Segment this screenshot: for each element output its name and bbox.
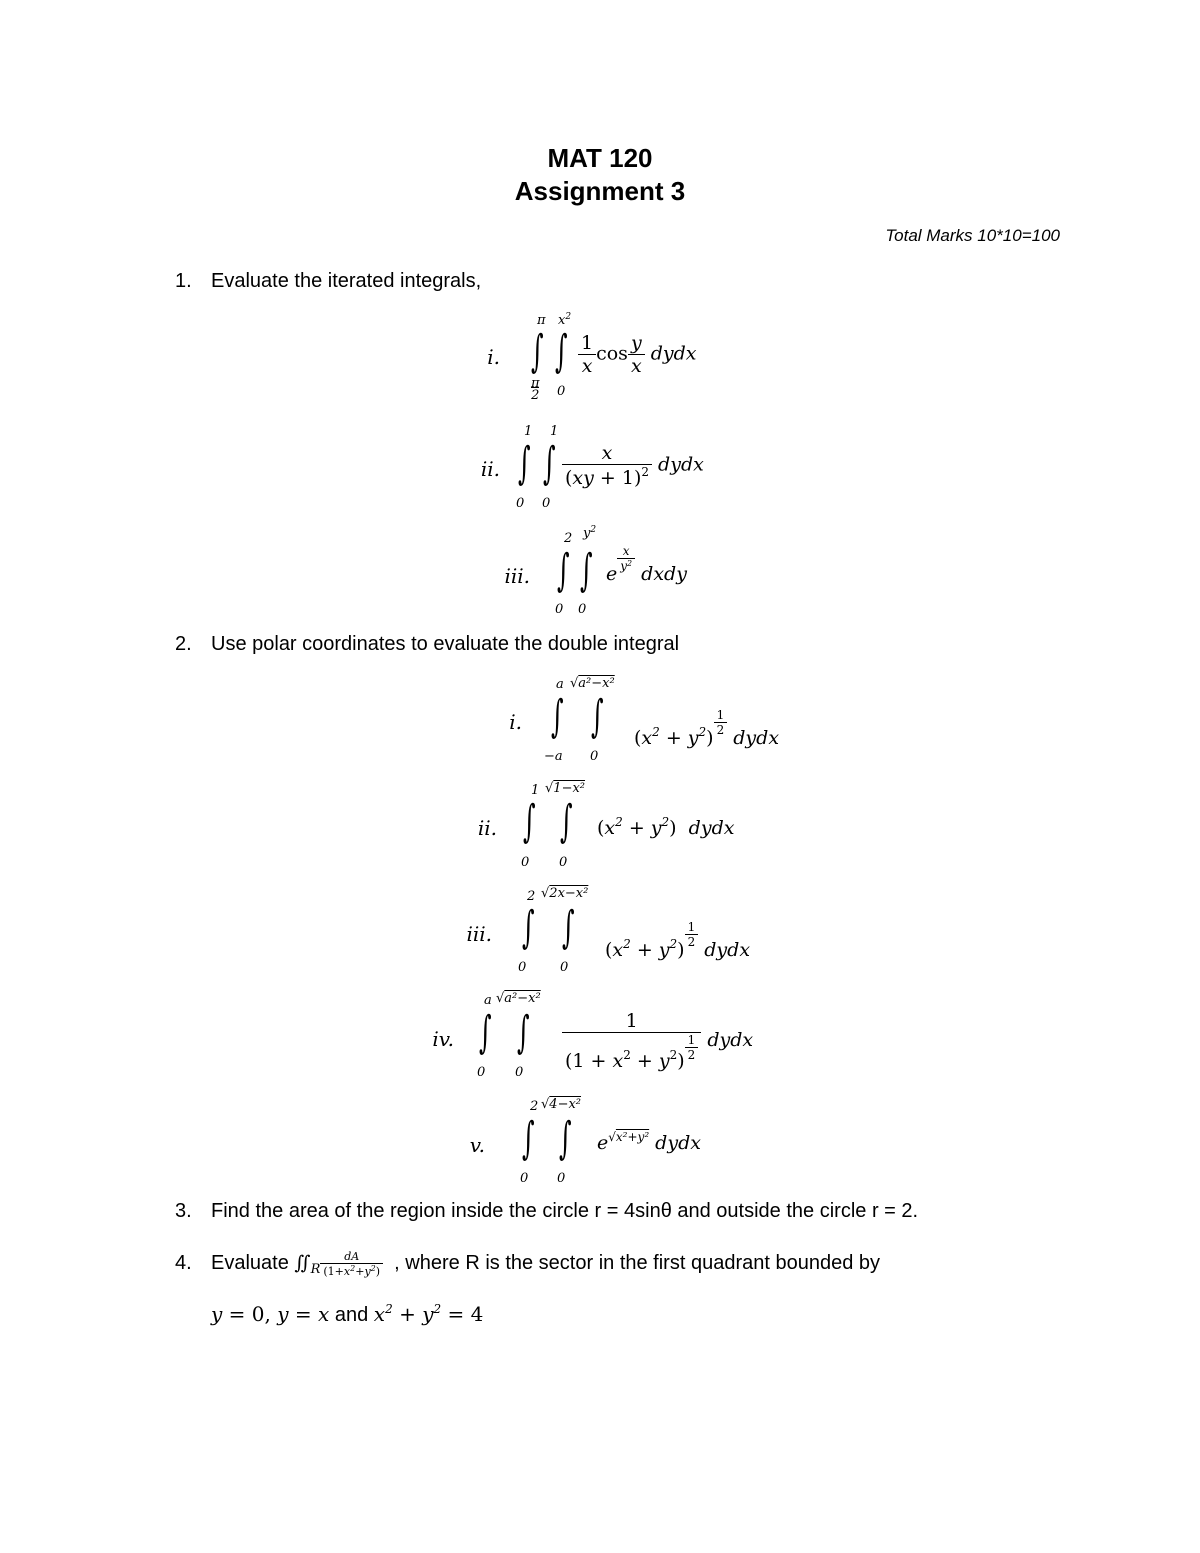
outer-lower-limit: 0: [555, 602, 564, 617]
integral-sign: ∫: [555, 326, 568, 377]
outer-lower-limit: 0: [516, 496, 525, 511]
outer-upper-limit: 2: [564, 531, 573, 546]
outer-lower-limit: 0: [477, 1065, 486, 1080]
bounds-circle: $x^2 + y^2 = 4$: [373, 1302, 484, 1326]
part-label: iii.: [504, 564, 530, 588]
question-number: 2.: [175, 633, 192, 655]
bounds-and: and: [334, 1304, 369, 1326]
question-4-bounds: [211, 1302, 483, 1327]
question-text: Find the area of the region inside the circle r = 4sinθ and outside the circle r = 2.: [211, 1200, 919, 1222]
integral-sign: ∫: [591, 691, 604, 742]
outer-upper-limit: 1: [524, 424, 533, 439]
outer-lower-limit: 0: [520, 1171, 529, 1186]
inner-upper-limit: √1−x²: [545, 781, 586, 796]
integral-sign: ∫: [560, 796, 573, 847]
integral-sign: ∫: [559, 1113, 572, 1164]
question-3: [175, 1200, 918, 1223]
total-marks: Total Marks 10*10=100: [885, 226, 1060, 245]
integrand: $(x^2 + y^2)$ $\frac{1}{2}$ dydx: [634, 708, 780, 749]
bounds-lines: y = 0, y = x: [211, 1302, 330, 1326]
part-label: iv.: [432, 1027, 454, 1051]
question-text: Evaluate the iterated integrals,: [211, 270, 482, 292]
inner-upper-limit: √2x−x²: [541, 886, 589, 901]
integral-sign: ∫: [523, 796, 536, 847]
inner-upper-limit: 1: [550, 424, 559, 439]
integral-sign: ∫: [580, 545, 593, 596]
inner-lower-limit: 0: [578, 602, 587, 617]
outer-upper-limit: 2: [530, 1099, 539, 1114]
outer-lower-limit: 0: [518, 960, 527, 975]
integral-sign: ∫: [522, 1113, 535, 1164]
inner-lower-limit: 0: [560, 960, 569, 975]
integrand: $(x^2 + y^2)$ $\frac{1}{2}$ dydx: [605, 920, 751, 961]
question-text-before: Evaluate: [211, 1252, 289, 1274]
inner-upper-limit: $x^2$: [558, 312, 572, 328]
part-label: v.: [469, 1133, 485, 1157]
question-2: [175, 633, 679, 656]
integrand: 1 $(1 + x^2 + y^2)$ $\frac{1}{2}$ dydx: [562, 1010, 753, 1072]
question-text-after: , where R is the sector in the first quadrant bounded by: [394, 1252, 881, 1274]
region-integral: $∬_R$ $\frac{dA}{(1+x^2+y^2)}$: [294, 1252, 383, 1274]
integral-sign: ∫: [479, 1007, 492, 1058]
inner-upper-limit: √4−x²: [541, 1097, 582, 1112]
outer-lower-limit: −a: [544, 749, 563, 764]
question-4: [175, 1250, 880, 1278]
integral-sign: ∫: [517, 1007, 530, 1058]
inner-upper-limit: √a²−x²: [570, 676, 615, 691]
inner-lower-limit: 0: [590, 749, 599, 764]
integrand: $\frac{x}{(xy + 1)^2}$ dydx: [562, 442, 704, 489]
inner-upper-limit: √a²−x²: [496, 991, 541, 1006]
outer-lower-limit: π 2: [531, 376, 540, 403]
integral-sign: ∫: [531, 326, 544, 377]
outer-upper-limit: a: [556, 677, 564, 692]
integral-sign: ∫: [543, 438, 556, 489]
outer-upper-limit: 1: [531, 783, 540, 798]
integrand: $(x^2 + y^2)$ dydx: [597, 815, 735, 839]
course-title: MAT 120: [547, 143, 653, 173]
part-label: i.: [487, 345, 500, 369]
integral-sign: ∫: [522, 902, 535, 953]
integrand: $e^{√x^2+y^2}$ dydx: [597, 1130, 701, 1154]
inner-lower-limit: 0: [557, 1171, 566, 1186]
outer-lower-limit: 0: [521, 855, 530, 870]
question-1: [175, 270, 481, 293]
outer-upper-limit: 2: [527, 889, 536, 904]
integral-sign: ∫: [518, 438, 531, 489]
question-number: 3.: [175, 1200, 192, 1222]
part-label: iii.: [466, 922, 492, 946]
part-label: ii.: [477, 816, 497, 840]
outer-upper-limit: a: [484, 993, 492, 1008]
outer-upper-limit: π: [537, 313, 546, 328]
inner-lower-limit: 0: [542, 496, 551, 511]
question-number: 4.: [175, 1252, 192, 1274]
part-label: ii.: [480, 457, 500, 481]
part-label: i.: [509, 710, 522, 734]
integral-sign: ∫: [551, 691, 564, 742]
inner-lower-limit: 0: [557, 384, 566, 399]
integrand: $\frac{1}{x}$ cos $\frac{y}{x}$ dydx: [578, 332, 697, 377]
question-number: 1.: [175, 270, 192, 292]
question-text: Use polar coordinates to evaluate the double integral: [211, 633, 680, 655]
integral-sign: ∫: [562, 902, 575, 953]
assignment-title: Assignment 3: [514, 176, 686, 206]
integrand: e $\frac{x}{y^2}$ dxdy: [606, 544, 687, 585]
inner-lower-limit: 0: [559, 855, 568, 870]
inner-lower-limit: 0: [515, 1065, 524, 1080]
inner-upper-limit: $y^2$: [583, 525, 597, 541]
integral-sign: ∫: [557, 545, 570, 596]
